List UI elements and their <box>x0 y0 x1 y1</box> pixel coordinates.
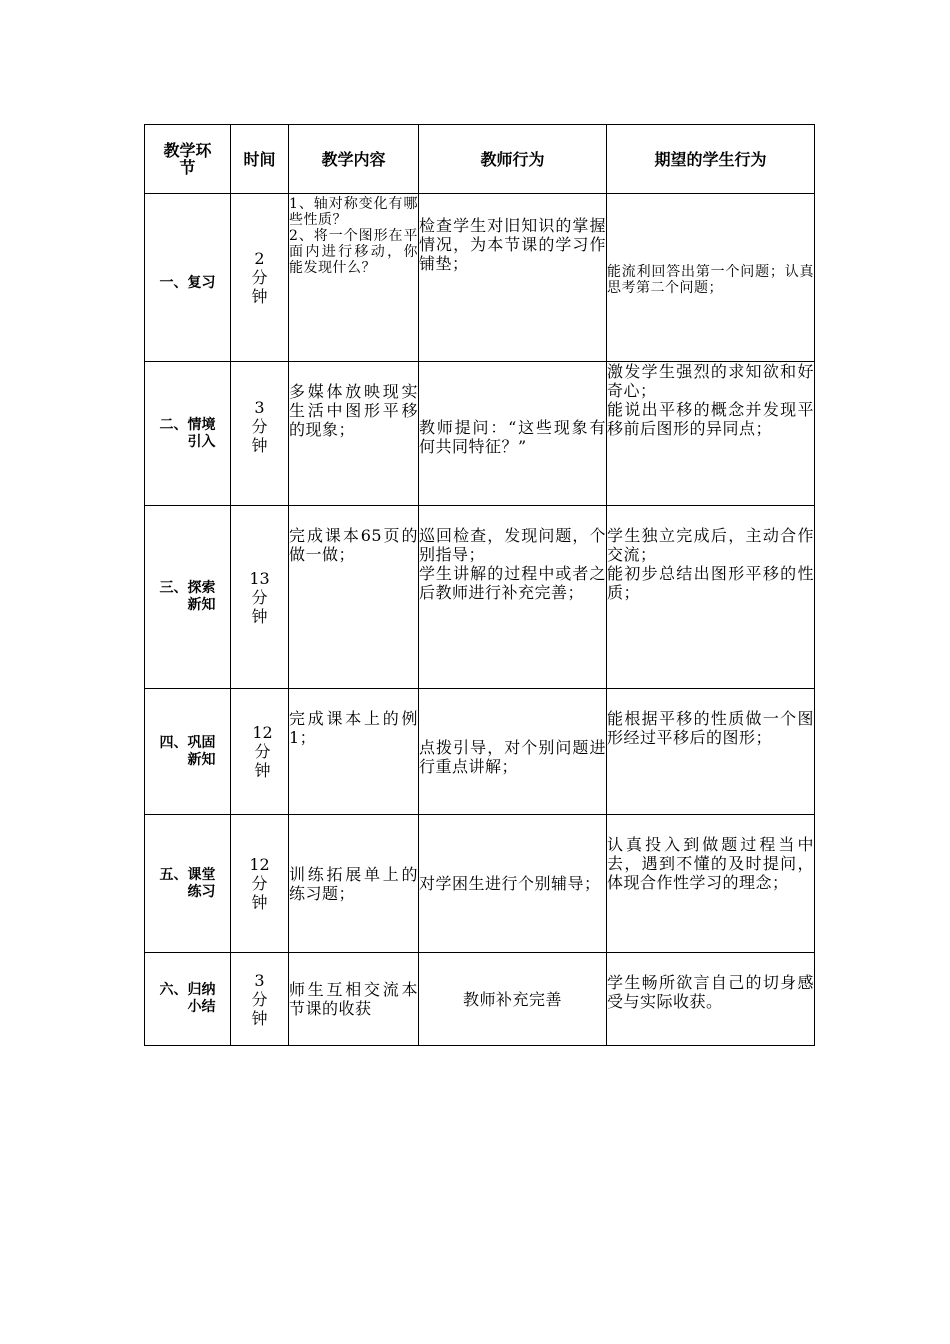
header-row <box>145 125 815 194</box>
teacher-cell: 检查学生对旧知识的掌握情况，为本节课的学习作铺垫； <box>419 194 607 362</box>
header-content: 教学内容 <box>289 125 419 194</box>
time-cell: 3 分 钟 <box>231 953 289 1046</box>
student-cell: 认真投入到做题过程当中去，遇到不懂的及时提问，体现合作性学习的理念； <box>607 815 815 953</box>
content-cell: 完成课本上的例1； <box>289 689 419 815</box>
stage-cell: 四、巩固 新知 <box>145 689 231 815</box>
table-row <box>145 194 815 362</box>
teacher-cell: 对学困生进行个别辅导； <box>419 815 607 953</box>
time-cell: 12 分 钟 <box>231 815 289 953</box>
content-cell: 完成课本65页的做一做； <box>289 506 419 689</box>
time-cell: 3 分 钟 <box>231 362 289 506</box>
student-cell: 能流利回答出第一个问题；认真思考第二个问题； <box>607 194 815 362</box>
table-row <box>145 362 815 506</box>
table-row <box>145 689 815 815</box>
teacher-cell: 巡回检查，发现问题，个别指导； 学生讲解的过程中或者之后教师进行补充完善； <box>419 506 607 689</box>
stage-cell: 三、探索 新知 <box>145 506 231 689</box>
header-teacher: 教师行为 <box>419 125 607 194</box>
header-student: 期望的学生行为 <box>607 125 815 194</box>
content-cell: 师生互相交流本节课的收获 <box>289 953 419 1046</box>
stage-cell: 二、情境 引入 <box>145 362 231 506</box>
table-row <box>145 506 815 689</box>
time-cell: 2 分 钟 <box>231 194 289 362</box>
student-cell: 学生畅所欲言自己的切身感受与实际收获。 <box>607 953 815 1046</box>
table-row <box>145 815 815 953</box>
content-cell: 训练拓展单上的练习题； <box>289 815 419 953</box>
student-cell: 学生独立完成后，主动合作交流； 能初步总结出图形平移的性质； <box>607 506 815 689</box>
header-stage: 教学环节 <box>145 125 231 194</box>
stage-cell: 五、课堂 练习 <box>145 815 231 953</box>
student-cell: 激发学生强烈的求知欲和好奇心； 能说出平移的概念并发现平移前后图形的异同点； <box>607 362 815 506</box>
time-cell: 13 分 钟 <box>231 506 289 689</box>
student-cell: 能根据平移的性质做一个图形经过平移后的图形； <box>607 689 815 815</box>
stage-cell: 六、归纳 小结 <box>145 953 231 1046</box>
teacher-cell: 点拨引导，对个别问题进行重点讲解； <box>419 689 607 815</box>
stage-cell: 一、复习 <box>145 194 231 362</box>
teacher-cell: 教师补充完善 <box>419 953 607 1046</box>
lesson-plan-table <box>144 124 815 1046</box>
time-cell: 12 分 钟 <box>231 689 289 815</box>
header-time: 时间 <box>231 125 289 194</box>
content-cell: 多媒体放映现实生活中图形平移的现象； <box>289 362 419 506</box>
table-row <box>145 953 815 1046</box>
content-cell: 1、轴对称变化有哪些性质？ 2、将一个图形在平面内进行移动，你能发现什么？ <box>289 194 419 362</box>
teacher-cell: 教师提问：“这些现象有何共同特征？” <box>419 362 607 506</box>
